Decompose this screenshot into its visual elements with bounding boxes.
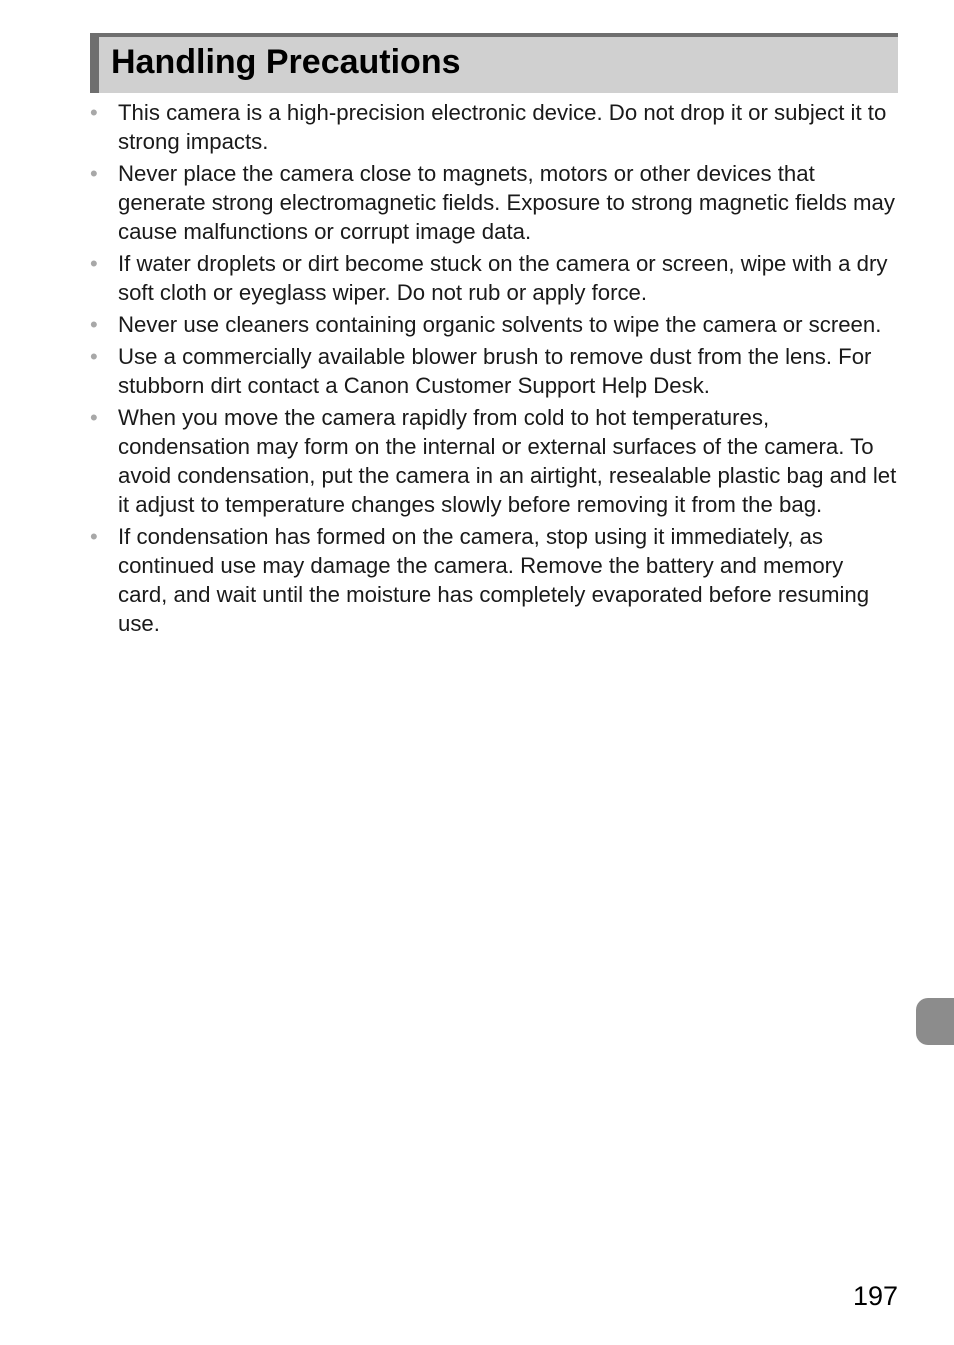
list-item bbox=[90, 403, 898, 519]
list-item bbox=[90, 249, 898, 307]
bullet-icon: • bbox=[90, 405, 98, 430]
list-item bbox=[90, 522, 898, 638]
list-item bbox=[90, 342, 898, 400]
list-item-text: Never place the camera close to magnets, motors or other devices that generate strong electromagnetic fields. Exposure to strong magnetic fields may cause malfunctions or corrupt image data. bbox=[118, 161, 895, 244]
list-item-text: This camera is a high-precision electronic device. Do not drop it or subject it to strong impacts. bbox=[118, 100, 887, 154]
list-item bbox=[90, 98, 898, 156]
page-number: 197 bbox=[852, 1281, 898, 1311]
list-item-text: When you move the camera rapidly from cold to hot temperatures, condensation may form on the internal or external surfaces of the camera. To avoid condensation, put the camera in an airtight, resealable plastic bag and let it adjust to temperature changes slowly before removing it from the bag. bbox=[118, 405, 897, 517]
list-item-text: Use a commercially available blower brush to remove dust from the lens. For stubborn dirt contact a Canon Customer Support Help Desk. bbox=[118, 344, 872, 398]
list-item-text: If water droplets or dirt become stuck on the camera or screen, wipe with a dry soft cloth or eyeglass wiper. Do not rub or apply force. bbox=[118, 251, 888, 305]
bullet-icon: • bbox=[90, 344, 98, 369]
list-item-text: Never use cleaners containing organic solvents to wipe the camera or screen. bbox=[118, 312, 882, 337]
section-title-bar bbox=[90, 33, 898, 93]
precautions-list bbox=[90, 98, 898, 641]
bullet-icon: • bbox=[90, 251, 98, 276]
bullet-icon: • bbox=[90, 524, 98, 549]
chapter-tab-marker bbox=[916, 998, 954, 1045]
list-item bbox=[90, 159, 898, 246]
bullet-icon: • bbox=[90, 312, 98, 337]
bullet-icon: • bbox=[90, 100, 98, 125]
title-accent-stripe bbox=[90, 33, 99, 93]
bullet-icon: • bbox=[90, 161, 98, 186]
list-item-text: If condensation has formed on the camera, stop using it immediately, as continued use may damage the camera. Remove the battery and memory card, and wait until the moisture has completely evaporated before resuming use. bbox=[118, 524, 870, 636]
list-item bbox=[90, 310, 898, 339]
page-title: Handling Precautions bbox=[111, 43, 461, 81]
